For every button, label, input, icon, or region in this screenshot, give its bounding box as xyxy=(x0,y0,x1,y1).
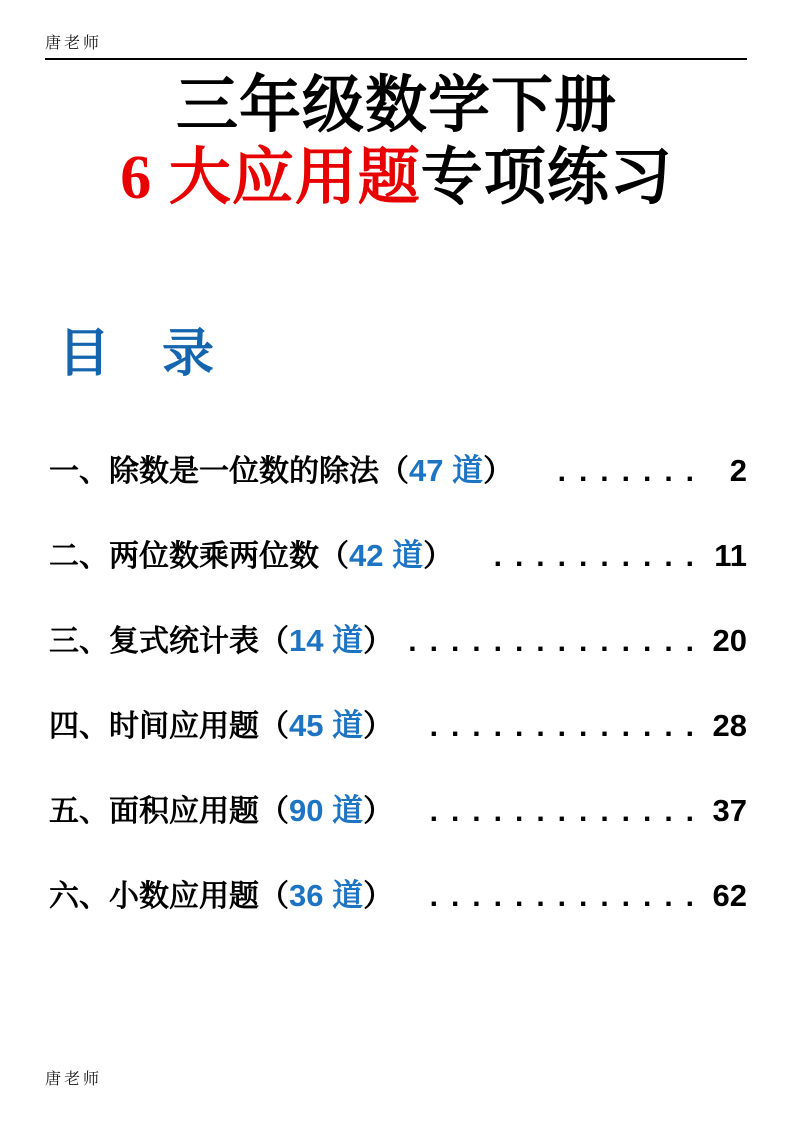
toc-item-open-paren: （ xyxy=(379,455,409,488)
toc-item-label xyxy=(49,513,453,599)
toc-item-count: 47 道 xyxy=(409,453,484,488)
footer-author-text: 唐老师 xyxy=(45,1071,103,1088)
toc-item-title: 六、小数应用题 xyxy=(49,880,259,913)
toc-item-count: 45 道 xyxy=(289,708,364,743)
toc-item-close-paren: ） xyxy=(363,710,394,743)
toc-item-page-number: 62 xyxy=(712,878,747,913)
toc-item-count: 14 道 xyxy=(289,623,364,658)
toc-item-close-paren: ） xyxy=(363,880,394,913)
toc-item-open-paren: （ xyxy=(259,625,289,658)
title-line-1: 三年级数学下册 xyxy=(175,72,617,140)
toc-item-title: 二、两位数乘两位数 xyxy=(49,540,319,573)
toc-item-dot-leader: ............. xyxy=(429,880,707,913)
toc-item xyxy=(49,428,747,513)
toc-item-page-number: 11 xyxy=(714,538,747,573)
title-line-2 xyxy=(0,142,793,214)
toc-item-label xyxy=(49,683,393,769)
toc-item-label xyxy=(49,768,393,854)
header-author-text: 唐老师 xyxy=(45,35,103,52)
toc-item-title: 四、时间应用题 xyxy=(49,710,259,743)
toc-item-dot-leader: .............. xyxy=(408,625,707,658)
toc-heading: 目 录 xyxy=(58,326,215,383)
toc-item-count: 42 道 xyxy=(349,538,424,573)
toc-item-label xyxy=(49,853,393,939)
toc-item-dot-leader: .......... xyxy=(493,540,707,573)
toc-item-count: 90 道 xyxy=(289,793,364,828)
toc-item xyxy=(49,513,747,598)
toc-item-open-paren: （ xyxy=(259,795,289,828)
toc-item-title: 一、除数是一位数的除法 xyxy=(49,455,379,488)
toc-item-count: 36 道 xyxy=(289,878,364,913)
toc-item xyxy=(49,853,747,938)
toc-item-title: 五、面积应用题 xyxy=(49,795,259,828)
toc-item-dot-leader: ....... xyxy=(557,455,707,488)
toc-item xyxy=(49,683,747,768)
page-footer xyxy=(45,1066,102,1089)
toc-item xyxy=(49,768,747,853)
toc-item-close-paren: ） xyxy=(363,795,394,828)
toc-item-label xyxy=(49,598,393,684)
toc-item-dot-leader: ............. xyxy=(429,795,707,828)
toc-item-page-number: 28 xyxy=(712,708,747,743)
toc-item-open-paren: （ xyxy=(259,880,289,913)
toc-item-page-number: 37 xyxy=(712,793,747,828)
toc-item xyxy=(49,598,747,683)
toc-list xyxy=(49,428,747,938)
toc-item-open-paren: （ xyxy=(259,710,289,743)
page-header xyxy=(45,30,747,60)
title-line-2-highlight: 6 大应用题 xyxy=(120,144,421,212)
toc-item-close-paren: ） xyxy=(363,625,394,658)
toc-item-label xyxy=(49,428,513,514)
toc-item-page-number: 2 xyxy=(729,453,747,488)
toc-item-page-number: 20 xyxy=(712,623,747,658)
toc-item-close-paren: ） xyxy=(483,455,514,488)
toc-item-close-paren: ） xyxy=(423,540,454,573)
title-line-2-rest: 专项练习 xyxy=(420,144,673,212)
document-title xyxy=(0,70,793,214)
toc-item-title: 三、复式统计表 xyxy=(49,625,259,658)
toc-item-open-paren: （ xyxy=(319,540,349,573)
toc-item-dot-leader: ............. xyxy=(429,710,707,743)
